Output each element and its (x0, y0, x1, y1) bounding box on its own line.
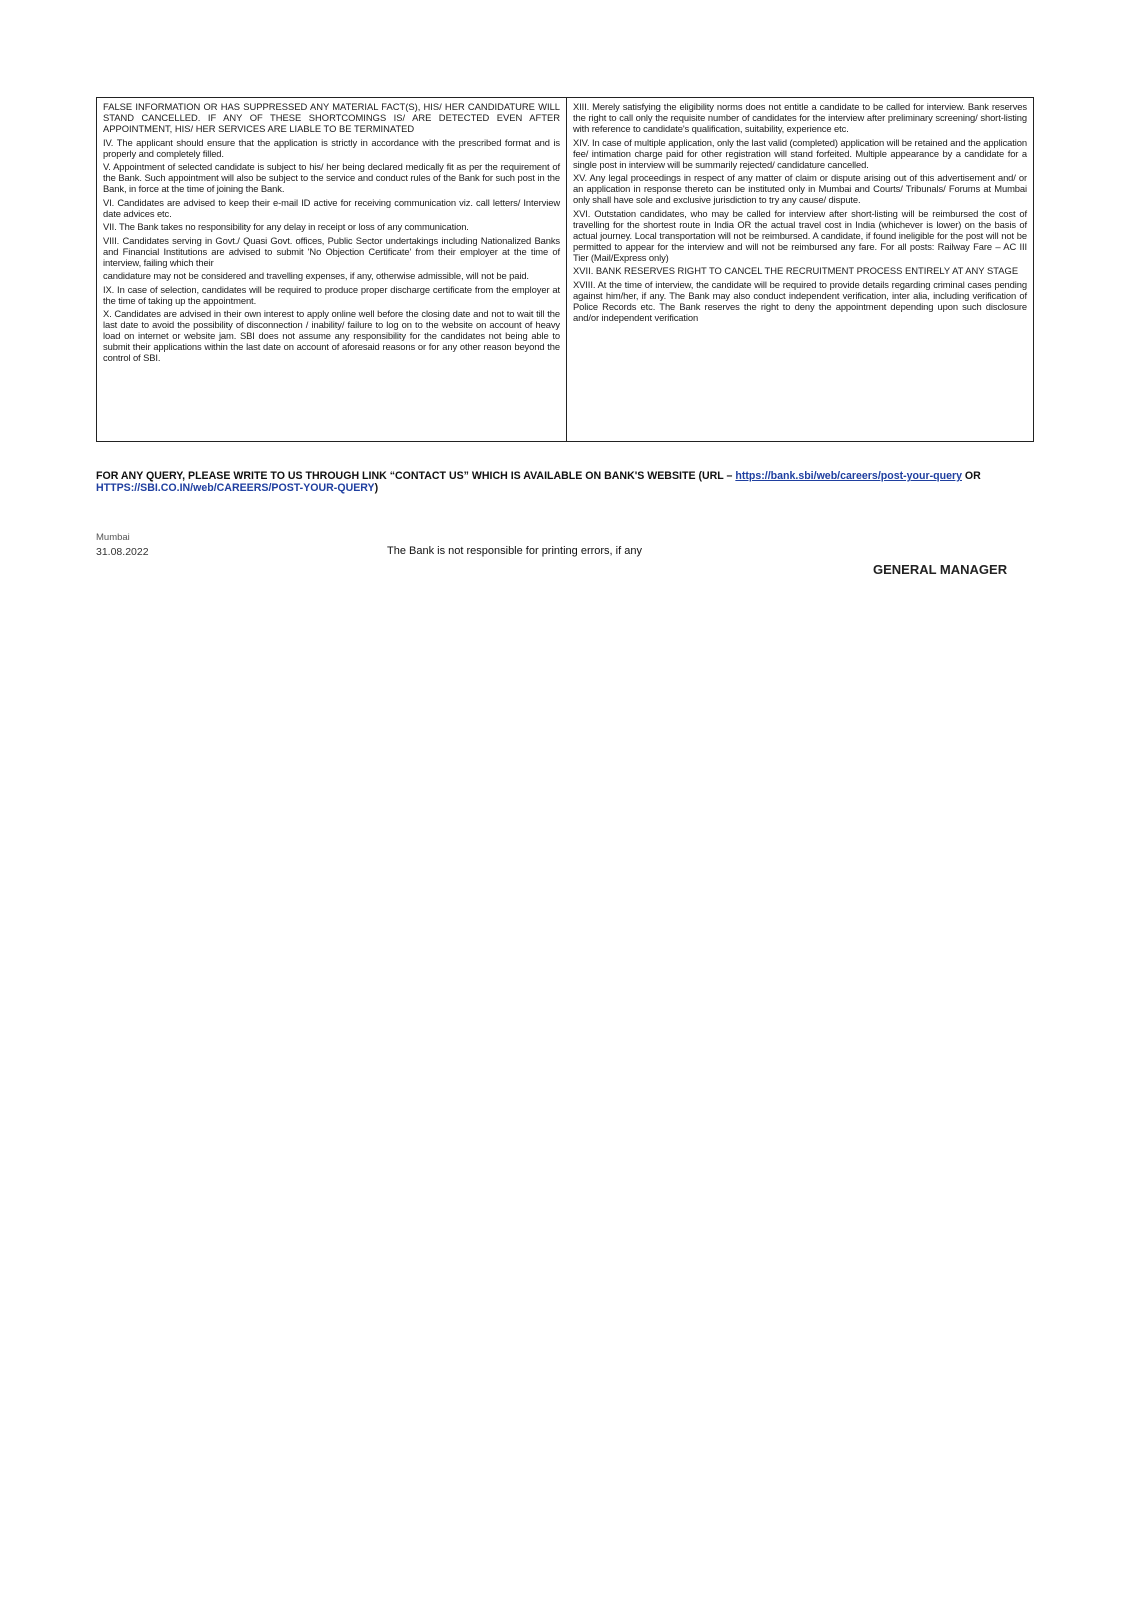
instruction-v: V. Appointment of selected candidate is subject to his/ her being declared medically fit as per the requirement of the Bank. Such appointment will also be subject to the service and conduct rules of the Bank for such post in the Bank, in force at the time of joining the Bank. (103, 161, 560, 194)
instruction-xv: XV. Any legal proceedings in respect of any matter of claim or dispute arising out of this advertisement and/ or an application in response thereto can be instituted only in Mumbai and Courts/ Tribunals/ Forums at Mumbai only shall have sole and exclusive jurisdiction to try any cause/ dispute. (573, 172, 1027, 205)
query-link-primary[interactable]: https://bank.sbi/web/careers/post-your-query (735, 470, 962, 482)
instruction-vii: VII. The Bank takes no responsibility for any delay in receipt or loss of any communication. (103, 221, 469, 232)
instruction-x: X. Candidates are advised in their own interest to apply online well before the closing date and not to wait till the last date to avoid the possibility of disconnection / inability/ failure to log on to the website on account of heavy load on internet or website jam. SBI does not assume any responsibility for the candidates not being able to submit their applications within the last date on account of aforesaid reasons or for any other reason beyond the control of SBI. (103, 308, 560, 363)
footer-place: Mumbai (96, 532, 130, 543)
query-link-secondary[interactable]: HTTPS://SBI.CO.IN/web/CAREERS/POST-YOUR-QUERY (96, 482, 375, 494)
signatory-title: GENERAL MANAGER (873, 562, 1008, 577)
instruction-vi: VI. Candidates are advised to keep their e-mail ID active for receiving communication viz. call letters/ Interview date advices etc. (103, 196, 560, 219)
instruction-xviii: XVIII. At the time of interview, the candidate will be required to provide details regarding criminal cases pending against him/her, if any. The Bank may also conduct independent verification, inter alia, including verification of Police Records etc. The Bank reserves the right to deny the appointment depending upon such disclosure and/or independent verification (573, 278, 1027, 323)
instruction-ix: IX. In case of selection, candidates will be required to produce proper discharge certificate from the employer at the time of taking up the appointment. (103, 283, 560, 306)
query-notice (96, 470, 1036, 494)
query-close: ) (374, 482, 379, 494)
instruction-xvii: XVII. BANK RESERVES RIGHT TO CANCEL THE RECRUITMENT PROCESS ENTIRELY AT ANY STAGE (573, 265, 1019, 276)
instructions-table (96, 97, 1034, 442)
instruction-xiv: XIV. In case of multiple application, only the last valid (completed) application will be retained and the application fee/ intimation charge paid for other registration will stand forfeited. Multiple appearance by a candidate for a single post in interview will be summarily rejected/ candidature cancelled. (573, 136, 1027, 170)
query-text: FOR ANY QUERY, PLEASE WRITE TO US THROUGH LINK “CONTACT US” WHICH IS AVAILABLE ON BANK'S WEBSITE (URL – (96, 470, 736, 482)
instruction-xvi: XVI. Outstation candidates, who may be called for interview after short-listing will be reimbursed the cost of travelling for the shortest route in India OR the actual travel cost in India (whichever is lower) on the basis of actual journey. Local transportation will not be reimbursed. A candidate, if found ineligible for the post will not be permitted to appear for the interview and will not be reimbursed any fare. For all posts: Railway Fare – AC III Tier (Mail/Express only) (573, 207, 1027, 263)
printing-errors-disclaimer: The Bank is not responsible for printing errors, if any (387, 545, 642, 557)
instructions-left-column (97, 98, 567, 441)
instruction-false-information: FALSE INFORMATION OR HAS SUPPRESSED ANY MATERIAL FACT(S), HIS/ HER CANDIDATURE WILL STAND CANCELLED. IF ANY OF THESE SHORTCOMINGS IS/ ARE DETECTED EVEN AFTER APPOINTMENT, HIS/ HER SERVICES ARE LIABLE TO BE TERMINATED (103, 101, 560, 134)
instruction-viii-continued: candidature may not be considered and travelling expenses, if any, otherwise admissible, will not be paid. (103, 270, 529, 281)
footer-date: 31.08.2022 (96, 546, 149, 558)
instruction-iv: IV. The applicant should ensure that the application is strictly in accordance with the prescribed format and is properly and completely filled. (103, 136, 560, 159)
query-or: OR (961, 470, 981, 482)
instruction-viii: VIII. Candidates serving in Govt./ Quasi Govt. offices, Public Sector undertakings including Nationalized Banks and Financial Institutions are advised to submit 'No Objection Certificate' from their employer at the time of interview, failing which their (103, 234, 560, 268)
instruction-xiii: XIII. Merely satisfying the eligibility norms does not entitle a candidate to be called for interview. Bank reserves the right to call only the requisite number of candidates for the interview after preliminary screening/ short-listing with reference to candidate's qualification, suitability, experience etc. (573, 101, 1027, 134)
instructions-right-column (567, 98, 1033, 441)
